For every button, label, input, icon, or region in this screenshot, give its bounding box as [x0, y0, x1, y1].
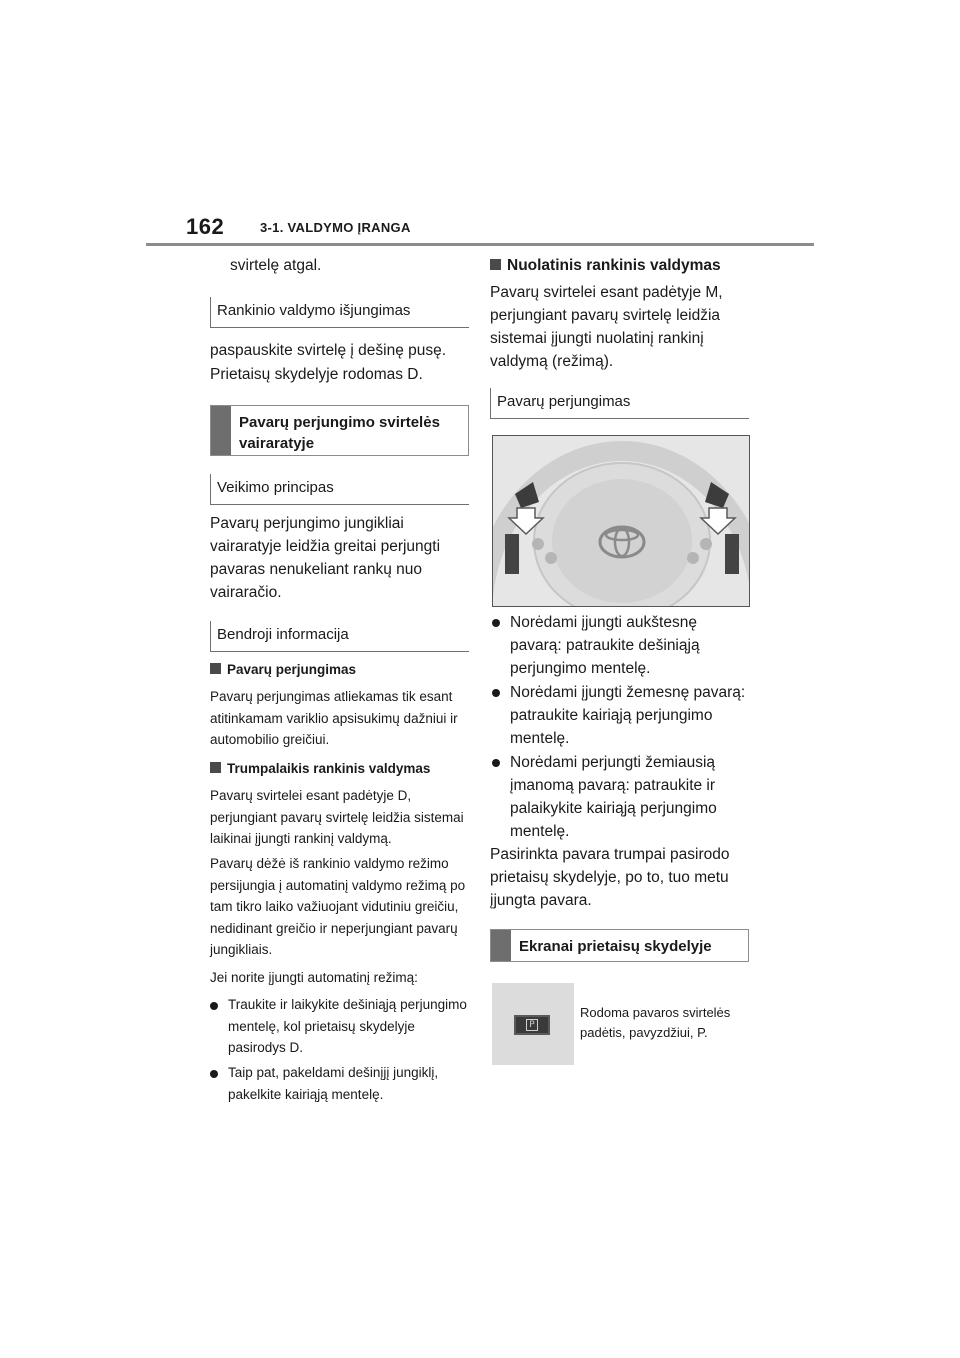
paragraph-selected-gear: Pasirinkta pavara trumpai pasirodo prietaisų skydelyje, po to, tuo metu įjungta pavara.: [490, 846, 730, 909]
heading-permanent-manual: [490, 254, 752, 277]
bullet-icon: [492, 759, 500, 767]
gear-indicator: [514, 1015, 550, 1035]
heading-temporary-manual-label: Trumpalaikis rankinis valdymas: [227, 761, 431, 776]
paragraph-enable-auto: Jei norite įjungti automatinį režimą:: [210, 970, 418, 985]
bullet-icon: [210, 1070, 218, 1078]
section-box-title: Ekranai prietaisų skydelyje: [519, 938, 712, 955]
bullet-icon: [492, 689, 500, 697]
display-caption: Rodoma pavaros svirtelės padėtis, pavyzdžiui, P.: [580, 1005, 731, 1040]
page-number: 162: [186, 214, 225, 239]
bullet-icon: [210, 1002, 218, 1010]
list-item-text: Norėdami įjungti aukštesnę pavarą: patraukite dešiniąją perjungimo mentelę.: [510, 614, 700, 677]
square-bullet-icon: [210, 762, 221, 773]
list-item-text: Norėdami įjungti žemesnę pavarą: patraukite kairiąją perjungimo mentelę.: [510, 684, 746, 747]
section-box-bar: [211, 406, 231, 455]
subheading-shifting: Pavarų perjungimas: [490, 388, 749, 419]
steering-wheel-illustration: [492, 435, 750, 607]
heading-permanent-manual-label: Nuolatinis rankinis valdymas: [507, 257, 721, 274]
list-item: [492, 611, 752, 681]
steering-wheel-icon: [493, 436, 750, 607]
page-header: [0, 0, 960, 250]
paragraph-permanent-manual: Pavarų svirtelei esant padėtyje M, perjungiant pavarų svirtelę leidžia sistemai įjungti nuolatinį rankinį valdymą (režimą).: [490, 284, 723, 370]
header-rule: [146, 243, 814, 246]
subheading-principle: Veikimo principas: [210, 474, 469, 505]
paragraph-auto-return: Pavarų dėžė iš rankinio valdymo režimo persijungia į automatinį valdymo režimą po tam tikro laiko važiuojant vidutiniu greičiu, nedidinant greičio ir neperjungiant pavarų jungikliais.: [210, 856, 466, 957]
list-item-text: Norėdami perjungti žemiausią įmanomą pavarą: patraukite ir palaikykite kairiąją perjungimo mentelę.: [510, 754, 717, 840]
section-box-paddles: [210, 405, 469, 456]
continuation-text: svirtelę atgal.: [230, 257, 322, 274]
subheading-general-info: Bendroji informacija: [210, 621, 469, 652]
list-item: [492, 681, 752, 751]
square-bullet-icon: [490, 259, 501, 270]
paragraph-principle: Pavarų perjungimo jungikliai vairaratyje leidžia greitai perjungti pavaras nenukeliant rankų nuo vairaračio.: [210, 515, 441, 601]
instrument-display-image: [492, 983, 574, 1065]
list-item: [210, 994, 470, 1060]
subheading-manual-off: Rankinio valdymo išjungimas: [210, 297, 469, 328]
section-box-bar: [491, 930, 511, 961]
paragraph-shows-d: Prietaisų skydelyje rodomas D.: [210, 366, 423, 383]
paragraph-press-right: paspauskite svirtelę į dešinę pusę.: [210, 342, 447, 359]
list-item: [210, 1062, 470, 1106]
paragraph-shifting-conditions: Pavarų perjungimas atliekamas tik esant atitinkamam variklio apsisukimų dažniui ir automobilio greičiui.: [210, 689, 458, 747]
section-box-title: Pavarų perjungimo svirtelės vairaratyje: [239, 414, 440, 452]
section-box-displays: [490, 929, 749, 962]
paragraph-temporary-manual: Pavarų svirtelei esant padėtyje D, perjungiant pavarų svirtelę leidžia sistemai laikinai įjungti rankinį valdymą.: [210, 788, 464, 846]
bullet-icon: [492, 619, 500, 627]
list-item-text: Traukite ir laikykite dešiniąją perjungimo mentelę, kol prietaisų skydelyje pasirodys D.: [228, 997, 467, 1055]
section-title: 3-1. VALDYMO ĮRANGA: [260, 220, 411, 235]
list-item: [492, 751, 752, 843]
heading-gear-shifting: [210, 659, 470, 681]
heading-gear-shifting-label: Pavarų perjungimas: [227, 662, 357, 677]
list-item-text: Taip pat, pakeldami dešinįjį jungiklį, pakelkite kairiąją mentelę.: [228, 1065, 439, 1102]
square-bullet-icon: [210, 663, 221, 674]
gear-indicator-glyph: P: [526, 1019, 538, 1031]
heading-temporary-manual: [210, 758, 470, 780]
